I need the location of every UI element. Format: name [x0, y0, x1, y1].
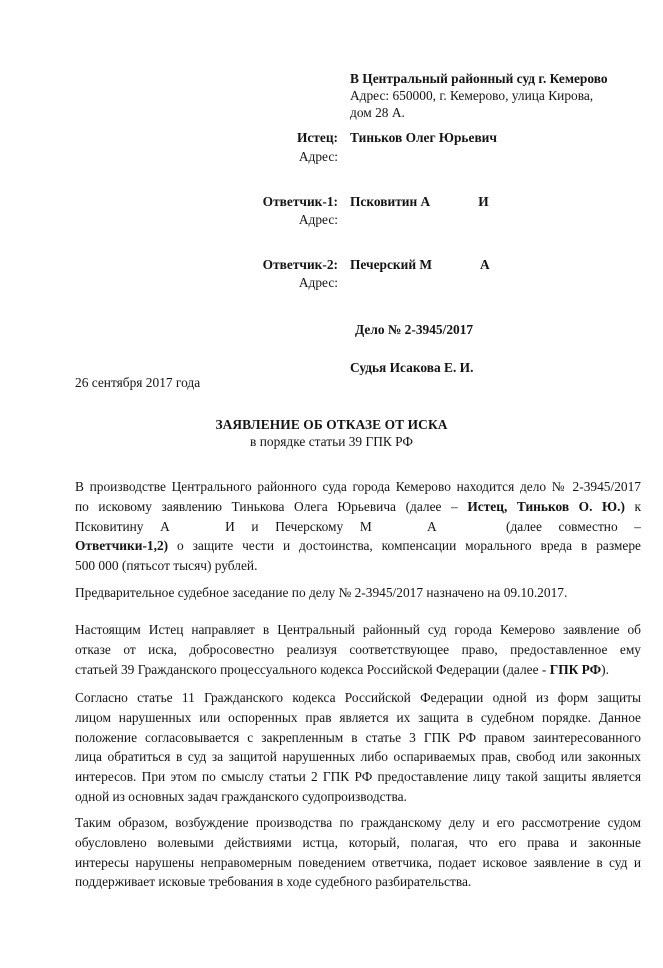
paragraph-2-line-1: Предварительное судебное заседание по делу № 2-3945/2017 назначено на 09.10.2017. — [75, 585, 568, 600]
defendant1-name-part1: Псковитин А — [350, 194, 431, 209]
defendant2-address-label: Адрес: — [298, 275, 338, 290]
paragraph-4-line-5: интересов. При этом по смыслу статьи 2 ГПК РФ предоставление лицу такой защиты является — [75, 769, 641, 785]
plaintiff-name: Тиньков Олег Юрьевич — [350, 130, 497, 145]
paragraph-2 — [75, 583, 641, 603]
paragraph-4-line-2: лицом нарушенных или оспоренных прав является их защита в судебном порядке. Данное — [75, 709, 641, 725]
paragraph-4-line-3: положение согласовывается с закрепленным в статье 3 ГПК РФ правом заинтересованного — [75, 729, 641, 745]
plaintiff-address-label: Адрес: — [298, 149, 338, 164]
paragraph-1-line-5: 500 000 (пятьсот тысяч) рублей. — [75, 558, 258, 574]
paragraph-1-line-3: Псковитину А И и Печерскому М А (далее совместно – — [75, 518, 641, 534]
paragraph-5-line-1: Таким образом, возбуждение производства по гражданскому делу и его рассмотрение судом — [75, 815, 641, 830]
defendant1-address-label: Адрес: — [298, 212, 338, 227]
document-title: ЗАЯВЛЕНИЕ ОБ ОТКАЗЕ ОТ ИСКА — [215, 417, 448, 432]
paragraph-5 — [75, 813, 641, 892]
court-address-line2: дом 28 А. — [350, 105, 405, 120]
defendant1-label: Ответчик-1: — [262, 194, 338, 209]
document-subtitle: в порядке статьи 39 ГПК РФ — [250, 434, 413, 449]
paragraph-1-line-1: В производстве Центрального районного суда города Кемерово находится дело № 2-3945/2017 — [75, 479, 641, 494]
paragraph-5-line-2: обусловлено волевыми действиями истца, который, полагая, что его права и законные — [75, 834, 641, 850]
defendant2-name — [350, 256, 490, 273]
paragraph-1-line-4: Ответчики-1,2) о защите чести и достоинства, компенсации морального вреда в размере — [75, 538, 641, 554]
plaintiff-label: Истец: — [296, 130, 338, 145]
court-address-line1: Адрес: 650000, г. Кемерово, улица Кирова, — [350, 88, 594, 103]
judge-name: Судья Исакова Е. И. — [350, 360, 474, 375]
defendant2-name-part2: А — [480, 257, 490, 272]
paragraph-5-line-3: интересы нарушены неправомерным поведением ответчика, подает исковое заявление в суд и — [75, 854, 641, 870]
defendant2-name-part1: Печерский М — [350, 257, 433, 272]
court-name: В Центральный районный суд г. Кемерово — [350, 71, 608, 86]
defendant2-label: Ответчик-2: — [262, 257, 338, 272]
defendant1-name — [350, 193, 489, 210]
paragraph-4-line-1: Согласно статье 11 Гражданского кодекса Российской Федерации одной из форм защиты — [75, 690, 641, 705]
paragraph-5-line-4: поддерживает исковые требования в ходе судебного разбирательства. — [75, 874, 472, 890]
paragraph-4-line-6: одной из основных задач гражданского судопроизводства. — [75, 788, 407, 804]
paragraph-3 — [75, 620, 641, 679]
paragraph-1-line-2: по исковому заявлению Тинькова Олега Юрьевича (далее – Истец, Тиньков О. Ю.) к — [75, 498, 641, 514]
paragraph-3-line-3: статьей 39 Гражданского процессуального кодекса Российской Федерации (далее - ГПК РФ). — [75, 661, 609, 677]
paragraph-1 — [75, 477, 641, 576]
document-date: 26 сентября 2017 года — [75, 375, 201, 390]
paragraph-3-line-2: отказе от иска, добросовестно реализуя соответствующее право, предоставленное ему — [75, 641, 641, 657]
paragraph-4-line-4: лица обратиться в суд за защитой нарушенных либо оспариваемых прав, свобод или законных — [75, 749, 641, 765]
paragraph-3-line-1: Настоящим Истец направляет в Центральный районный суд города Кемерово заявление об — [75, 622, 641, 637]
case-number: Дело № 2-3945/2017 — [355, 322, 474, 337]
defendant1-name-part2: И — [478, 194, 489, 209]
paragraph-4 — [75, 688, 641, 807]
